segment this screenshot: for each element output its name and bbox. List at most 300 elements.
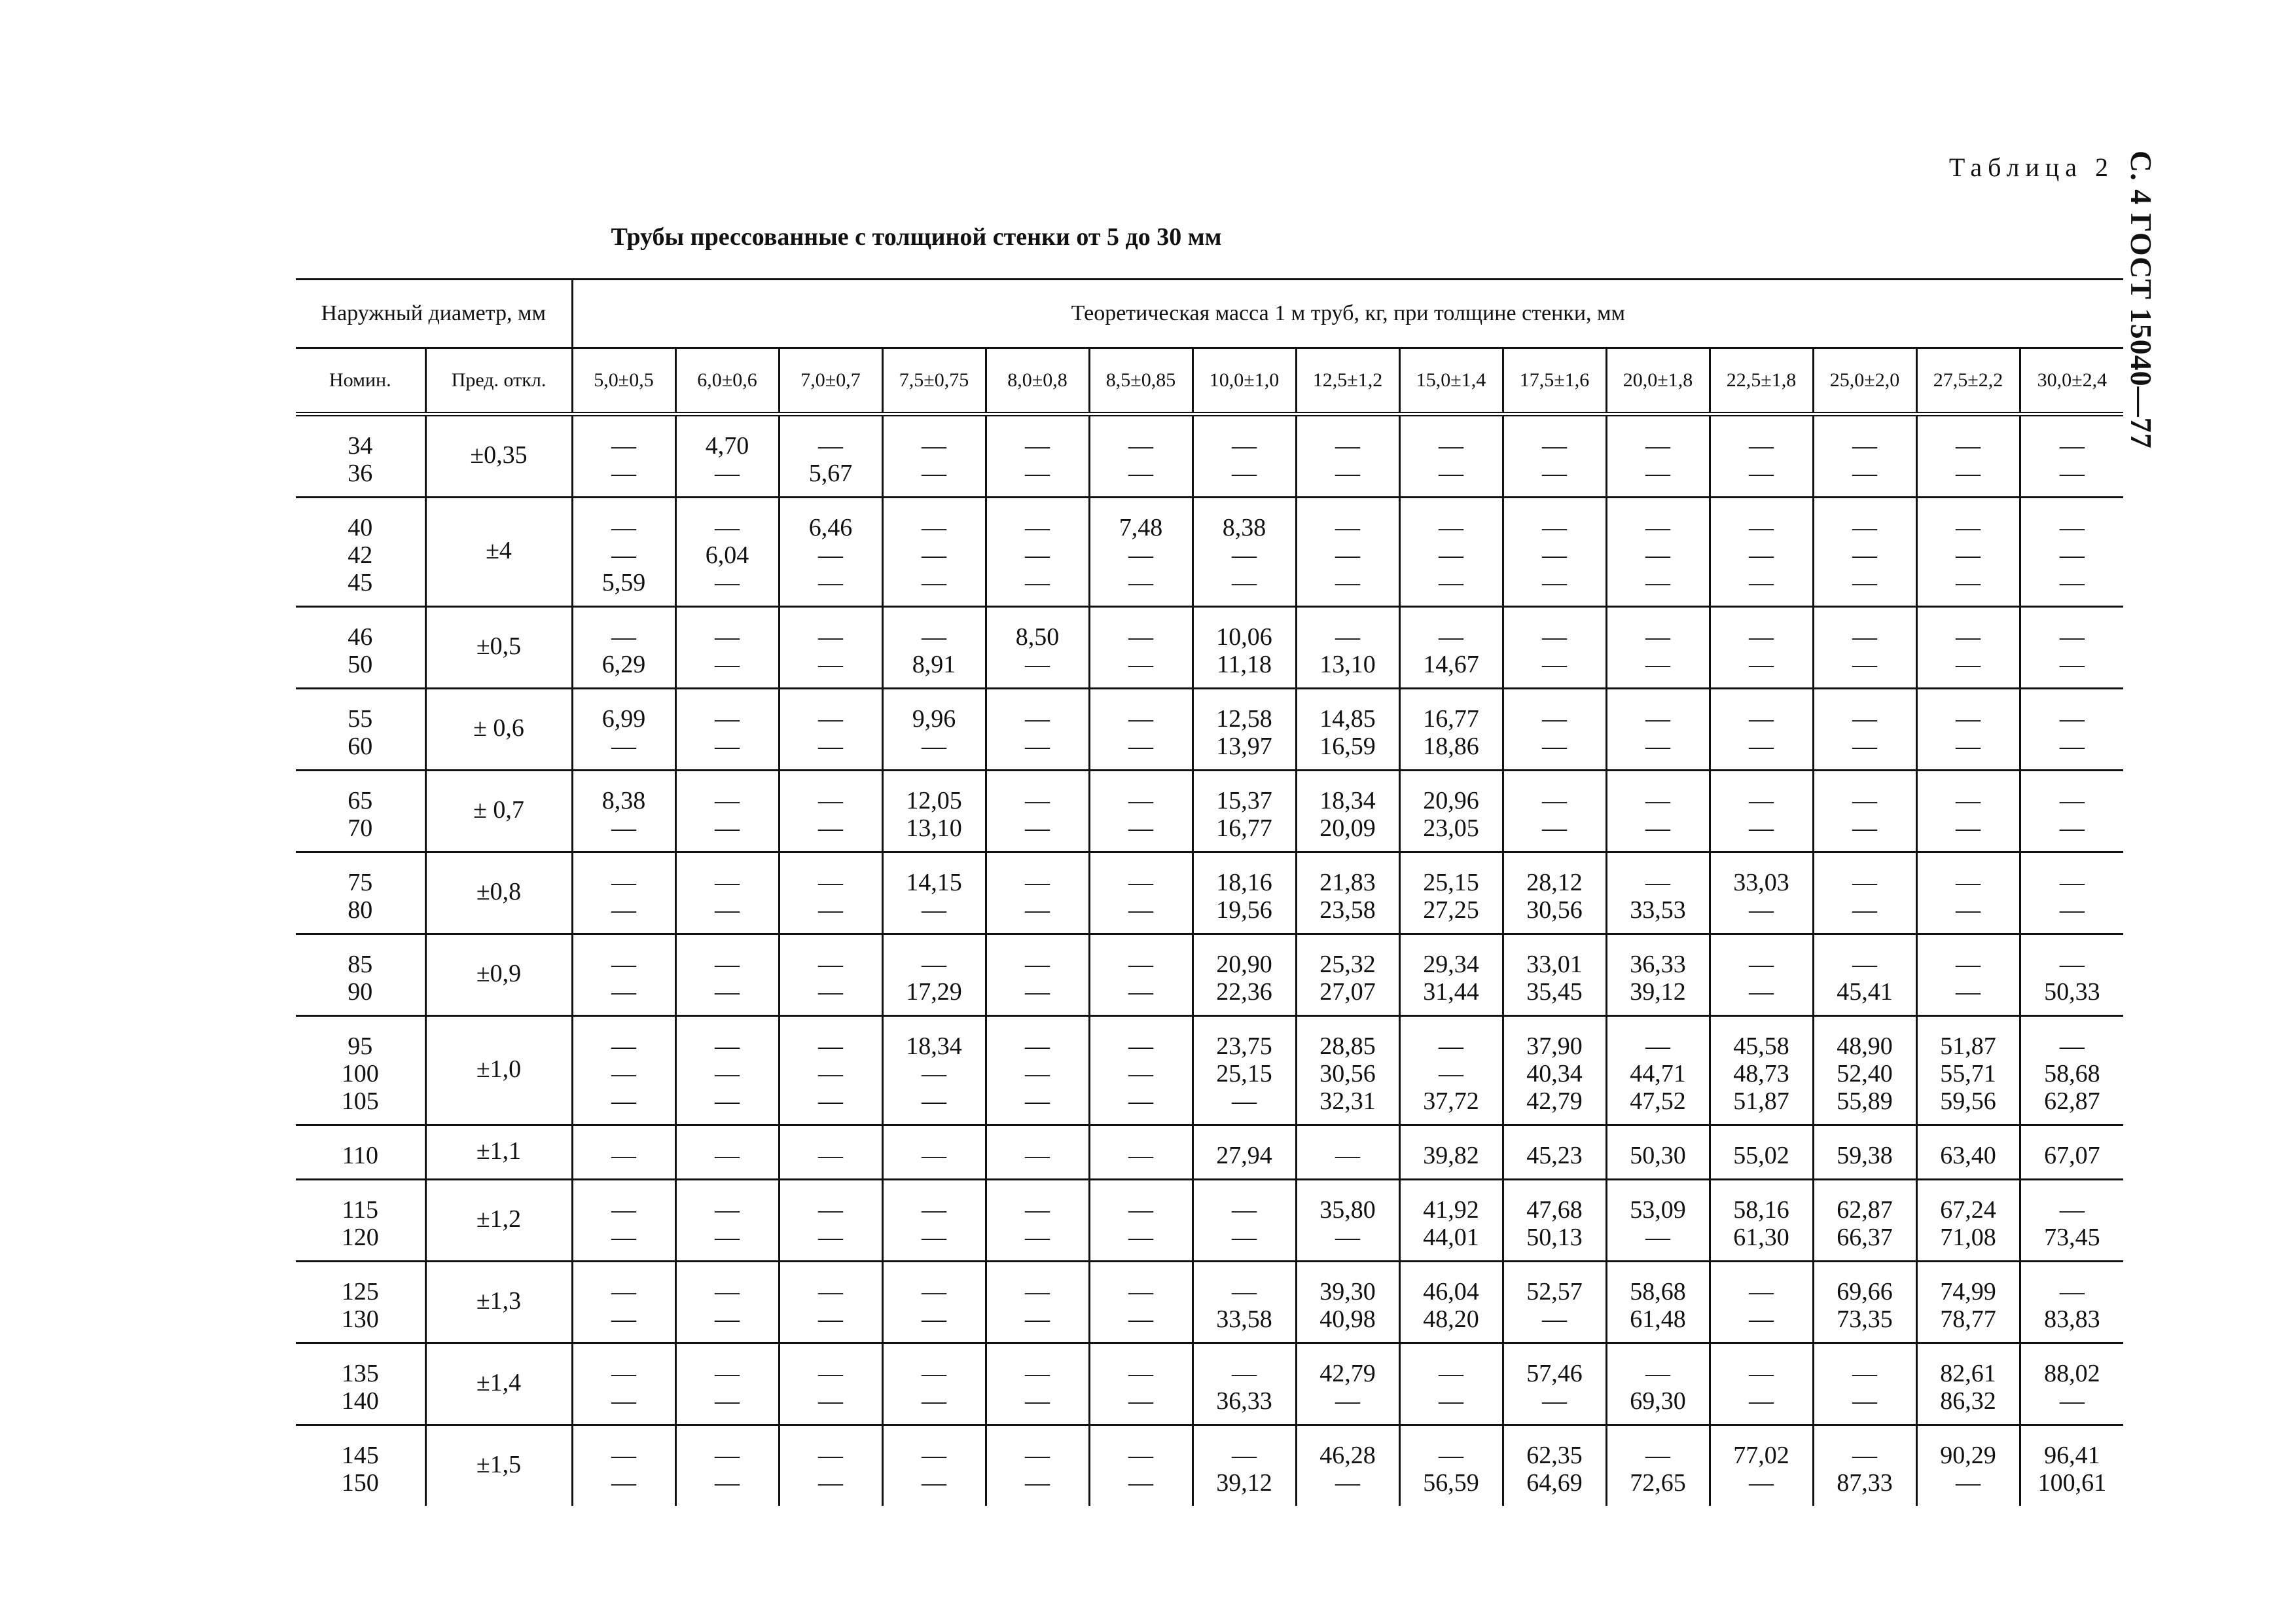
mass-cell (1503, 771, 1606, 852)
mass-cell (2020, 607, 2123, 689)
nominal-diameter: 110 (342, 1142, 379, 1169)
mass-cell (1089, 1180, 1193, 1262)
header-deviation: Пред. откл. (425, 348, 572, 414)
nominal-diameter: 70 (348, 814, 373, 842)
mass-cell (1399, 414, 1503, 498)
mass-value: — (1439, 541, 1464, 569)
mass-cell (572, 414, 675, 498)
mass-value: 32,31 (1319, 1087, 1376, 1115)
mass-cell (1710, 414, 1813, 498)
mass-cell (2020, 1125, 2123, 1180)
mass-value: — (2059, 460, 2085, 487)
mass-value: 72,65 (1630, 1469, 1686, 1497)
mass-cell (1399, 1262, 1503, 1343)
mass-value: — (715, 623, 740, 651)
mass-value: — (818, 978, 844, 1006)
mass-value: 4,70 (705, 432, 749, 460)
mass-value: — (1128, 896, 1154, 924)
mass-cell (1710, 1425, 1813, 1506)
mass-cell (1503, 1262, 1606, 1343)
mass-value: — (2059, 733, 2085, 760)
table-row (296, 934, 2123, 1016)
mass-value: — (1128, 1469, 1154, 1497)
mass-value: — (1128, 1032, 1154, 1060)
header-wall-thickness: 6,0±0,6 (675, 348, 779, 414)
mass-cell (986, 1262, 1089, 1343)
mass-value: — (1025, 733, 1050, 760)
mass-value: — (818, 1224, 844, 1251)
mass-cell (1193, 607, 1296, 689)
mass-value: 57,46 (1526, 1360, 1583, 1387)
mass-value: 51,87 (1940, 1032, 1996, 1060)
mass-value: — (1335, 514, 1361, 541)
mass-value: — (1852, 733, 1878, 760)
mass-cell (675, 1343, 779, 1425)
nominal-diameter-cell (296, 1343, 425, 1425)
mass-value: — (1025, 1278, 1050, 1305)
mass-value: — (1232, 1278, 1257, 1305)
mass-value: — (818, 651, 844, 678)
mass-cell (2020, 1180, 2123, 1262)
table-row (296, 771, 2123, 852)
header-outer-diameter: Наружный диаметр, мм (296, 280, 572, 348)
mass-cell (779, 414, 882, 498)
mass-value: 8,50 (1015, 623, 1060, 651)
mass-value: 52,57 (1526, 1278, 1583, 1305)
table-row (296, 1125, 2123, 1180)
mass-value: 42,79 (1319, 1360, 1376, 1387)
mass-value: 48,90 (1837, 1032, 1893, 1060)
mass-cell (882, 1180, 986, 1262)
deviation-cell: ±4 (425, 498, 572, 607)
mass-value: — (1542, 460, 1568, 487)
mass-cell (1606, 1425, 1710, 1506)
mass-cell (572, 934, 675, 1016)
mass-value: 45,58 (1733, 1032, 1789, 1060)
mass-value: — (1025, 1060, 1050, 1087)
mass-value: 13,10 (1319, 651, 1376, 678)
mass-value: — (1128, 1087, 1154, 1115)
mass-value: — (1542, 432, 1568, 460)
mass-cell (1710, 1262, 1813, 1343)
nominal-diameter-cell (296, 1125, 425, 1180)
mass-value: — (1645, 514, 1671, 541)
nominal-diameter: 145 (341, 1442, 379, 1469)
mass-value: 52,40 (1837, 1060, 1893, 1087)
mass-value: — (922, 951, 947, 978)
mass-value: 58,68 (2044, 1060, 2100, 1087)
mass-cell (572, 1262, 675, 1343)
mass-value: 19,56 (1216, 896, 1272, 924)
mass-value: — (2059, 651, 2085, 678)
mass-value: 20,09 (1319, 814, 1376, 842)
mass-cell (882, 1125, 986, 1180)
mass-cell (779, 607, 882, 689)
mass-value: — (922, 1060, 947, 1087)
mass-value: — (922, 541, 947, 569)
mass-value: 96,41 (2044, 1442, 2100, 1469)
mass-value: — (1542, 623, 1568, 651)
mass-value: 39,12 (1630, 978, 1686, 1006)
mass-value: — (1439, 623, 1464, 651)
mass-value: — (1749, 1469, 1774, 1497)
mass-value: — (1645, 705, 1671, 733)
mass-value: — (715, 814, 740, 842)
mass-cell (572, 1425, 675, 1506)
mass-cell (1399, 1343, 1503, 1425)
mass-value: — (1025, 705, 1050, 733)
deviation-cell: ±1,5 (425, 1425, 572, 1506)
mass-value: — (1335, 541, 1361, 569)
mass-cell (1916, 607, 2020, 689)
mass-value: 12,05 (906, 787, 962, 814)
nominal-diameter: 95 (348, 1032, 373, 1060)
mass-value: 69,30 (1630, 1387, 1686, 1415)
mass-cell (1089, 498, 1193, 607)
mass-cell (1503, 1125, 1606, 1180)
mass-value: — (818, 1032, 844, 1060)
mass-value: 16,59 (1319, 733, 1376, 760)
mass-cell (986, 414, 1089, 498)
mass-value: 14,15 (906, 869, 962, 896)
mass-value: 30,56 (1526, 896, 1583, 924)
mass-value: 41,92 (1423, 1196, 1479, 1224)
mass-cell (779, 689, 882, 771)
nominal-diameter: 42 (348, 541, 373, 569)
mass-value: — (1645, 733, 1671, 760)
mass-value: — (1749, 460, 1774, 487)
mass-value: — (1956, 460, 1981, 487)
mass-value: — (1542, 787, 1568, 814)
mass-value: — (2059, 541, 2085, 569)
mass-value: — (715, 1305, 740, 1333)
mass-value: 28,85 (1319, 1032, 1376, 1060)
mass-table (296, 280, 2123, 1506)
mass-cell (675, 414, 779, 498)
mass-value: — (1852, 623, 1878, 651)
mass-value: — (1542, 1387, 1568, 1415)
mass-value: 5,67 (808, 460, 853, 487)
mass-value: — (1025, 569, 1050, 596)
mass-value: 36,33 (1216, 1387, 1272, 1415)
mass-cell (1813, 1180, 1916, 1262)
mass-cell (1916, 1262, 2020, 1343)
mass-cell (779, 1343, 882, 1425)
header-wall-thickness: 12,5±1,2 (1296, 348, 1399, 414)
mass-cell (572, 771, 675, 852)
mass-value: — (1128, 460, 1154, 487)
mass-cell (1193, 1343, 1296, 1425)
mass-cell (1503, 852, 1606, 934)
mass-value: 33,01 (1526, 951, 1583, 978)
mass-value: 71,08 (1940, 1224, 1996, 1251)
mass-value: — (1749, 514, 1774, 541)
mass-value: 11,18 (1216, 651, 1272, 678)
mass-value: — (1439, 432, 1464, 460)
mass-value: 50,33 (2044, 978, 2100, 1006)
mass-value: — (1852, 814, 1878, 842)
mass-value: — (1852, 460, 1878, 487)
mass-value: — (818, 705, 844, 733)
mass-value: 29,34 (1423, 951, 1479, 978)
mass-cell (1193, 498, 1296, 607)
mass-cell (2020, 1016, 2123, 1125)
mass-value: 12,58 (1216, 705, 1272, 733)
mass-value: 13,97 (1216, 733, 1272, 760)
nominal-diameter-cell (296, 498, 425, 607)
mass-cell (1606, 1125, 1710, 1180)
mass-value: — (1645, 1360, 1671, 1387)
mass-cell (1193, 689, 1296, 771)
mass-cell (986, 1125, 1089, 1180)
mass-cell (1089, 414, 1193, 498)
mass-cell (2020, 689, 2123, 771)
header-wall-thickness: 30,0±2,4 (2020, 348, 2123, 414)
mass-value: — (1025, 1087, 1050, 1115)
mass-value: — (1749, 541, 1774, 569)
mass-value: — (1128, 1224, 1154, 1251)
mass-value: — (1645, 460, 1671, 487)
mass-value: 9,96 (912, 705, 956, 733)
nominal-diameter-cell (296, 934, 425, 1016)
mass-value: — (611, 978, 637, 1006)
mass-value: — (922, 1387, 947, 1415)
mass-value: — (1852, 432, 1878, 460)
mass-cell (1710, 1125, 1813, 1180)
mass-cell (882, 689, 986, 771)
mass-value: 64,69 (1526, 1469, 1583, 1497)
mass-cell (1606, 498, 1710, 607)
mass-value: — (1645, 1032, 1671, 1060)
mass-value: — (1749, 432, 1774, 460)
mass-value: 73,35 (1837, 1305, 1893, 1333)
mass-cell (1606, 1343, 1710, 1425)
mass-cell (1089, 1125, 1193, 1180)
mass-value: — (715, 978, 740, 1006)
mass-cell (1296, 607, 1399, 689)
mass-cell (1296, 1262, 1399, 1343)
mass-cell (675, 1180, 779, 1262)
mass-cell (1296, 498, 1399, 607)
mass-value: — (611, 951, 637, 978)
mass-value: — (1128, 1060, 1154, 1087)
deviation-cell: ±1,3 (425, 1262, 572, 1343)
mass-table-container (296, 278, 2123, 1506)
mass-value: — (1749, 978, 1774, 1006)
mass-cell (675, 934, 779, 1016)
mass-value: — (611, 623, 637, 651)
mass-value: — (1956, 623, 1981, 651)
mass-cell (1710, 852, 1813, 934)
mass-value: — (611, 1360, 637, 1387)
mass-value: — (1335, 432, 1361, 460)
mass-value: — (1128, 432, 1154, 460)
mass-value: — (715, 514, 740, 541)
mass-value: — (1128, 814, 1154, 842)
mass-value: 50,13 (1526, 1224, 1583, 1251)
mass-value: 47,68 (1526, 1196, 1583, 1224)
deviation-cell: ± 0,7 (425, 771, 572, 852)
nominal-diameter: 130 (341, 1305, 379, 1333)
mass-value: — (611, 1032, 637, 1060)
mass-value: — (818, 814, 844, 842)
mass-cell (1399, 1125, 1503, 1180)
mass-value: — (818, 1360, 844, 1387)
mass-value: — (818, 623, 844, 651)
mass-value: — (1542, 569, 1568, 596)
mass-value: — (1025, 951, 1050, 978)
mass-cell (675, 607, 779, 689)
mass-value: — (818, 1142, 844, 1169)
mass-cell (572, 1016, 675, 1125)
mass-value: — (2059, 814, 2085, 842)
mass-value: 61,48 (1630, 1305, 1686, 1333)
nominal-diameter: 55 (348, 705, 373, 733)
mass-cell (1296, 689, 1399, 771)
mass-value: — (611, 1442, 637, 1469)
mass-value: — (1025, 1442, 1050, 1469)
mass-value: 46,28 (1319, 1442, 1376, 1469)
mass-cell (1399, 607, 1503, 689)
header-wall-thickness: 8,0±0,8 (986, 348, 1089, 414)
mass-value: — (1852, 569, 1878, 596)
mass-value: — (1128, 787, 1154, 814)
mass-cell (779, 771, 882, 852)
mass-value: — (2059, 514, 2085, 541)
mass-cell (572, 689, 675, 771)
mass-value: — (1749, 896, 1774, 924)
mass-value: 55,89 (1837, 1087, 1893, 1115)
mass-value: — (1232, 569, 1257, 596)
mass-cell (882, 607, 986, 689)
mass-cell (882, 852, 986, 934)
mass-cell (1606, 771, 1710, 852)
mass-value: — (1645, 814, 1671, 842)
mass-value: — (1749, 733, 1774, 760)
mass-value: — (1335, 1142, 1361, 1169)
mass-value: — (2059, 1032, 2085, 1060)
mass-value: 69,66 (1837, 1278, 1893, 1305)
mass-value: — (1128, 1387, 1154, 1415)
mass-value: — (1025, 432, 1050, 460)
mass-cell (2020, 934, 2123, 1016)
mass-value: 86,32 (1940, 1387, 1996, 1415)
mass-value: — (1956, 432, 1981, 460)
table-row (296, 1262, 2123, 1343)
mass-cell (1503, 689, 1606, 771)
mass-value: — (818, 733, 844, 760)
mass-value: — (1025, 978, 1050, 1006)
mass-cell (779, 934, 882, 1016)
mass-value: — (1749, 705, 1774, 733)
mass-value: — (1439, 1387, 1464, 1415)
nominal-diameter: 34 (348, 432, 373, 460)
header-wall-thickness: 8,5±0,85 (1089, 348, 1193, 414)
mass-value: — (922, 1224, 947, 1251)
mass-value: — (1128, 705, 1154, 733)
mass-cell (1813, 771, 1916, 852)
nominal-diameter-cell (296, 852, 425, 934)
mass-value: — (715, 1278, 740, 1305)
mass-value: 5,59 (601, 569, 646, 596)
mass-value: — (715, 651, 740, 678)
mass-value: — (1025, 1387, 1050, 1415)
mass-value: — (715, 1387, 740, 1415)
mass-value: 14,67 (1423, 651, 1479, 678)
mass-cell (1089, 771, 1193, 852)
mass-value: — (1128, 569, 1154, 596)
mass-value: — (1025, 1196, 1050, 1224)
nominal-diameter: 80 (348, 896, 373, 924)
mass-value: — (715, 1032, 740, 1060)
header-wall-thickness: 27,5±2,2 (1916, 348, 2020, 414)
mass-value: 23,58 (1319, 896, 1376, 924)
mass-value: — (1128, 1442, 1154, 1469)
mass-cell (1503, 607, 1606, 689)
mass-cell (1606, 414, 1710, 498)
mass-value: — (1025, 814, 1050, 842)
mass-cell (675, 771, 779, 852)
mass-value: — (1025, 651, 1050, 678)
mass-value: — (818, 1278, 844, 1305)
mass-value: — (922, 1305, 947, 1333)
mass-value: — (1749, 814, 1774, 842)
table-row (296, 607, 2123, 689)
mass-value: — (1128, 978, 1154, 1006)
mass-cell (1193, 1425, 1296, 1506)
mass-value: — (1128, 951, 1154, 978)
mass-value: 14,85 (1319, 705, 1376, 733)
mass-value: — (1645, 623, 1671, 651)
mass-value: — (2059, 432, 2085, 460)
table-row (296, 852, 2123, 934)
mass-value: — (611, 514, 637, 541)
mass-value: — (1025, 541, 1050, 569)
mass-value: — (1542, 514, 1568, 541)
mass-value: — (1128, 733, 1154, 760)
mass-value: 8,38 (1222, 514, 1266, 541)
mass-value: — (818, 1087, 844, 1115)
mass-value: — (715, 733, 740, 760)
mass-value: 45,23 (1526, 1142, 1583, 1169)
mass-value: 35,80 (1319, 1196, 1376, 1224)
mass-value: — (922, 1360, 947, 1387)
mass-cell (1916, 498, 2020, 607)
mass-value: — (1749, 951, 1774, 978)
mass-value: 36,33 (1630, 951, 1686, 978)
mass-value: — (611, 541, 637, 569)
mass-value: — (611, 1142, 637, 1169)
mass-value: — (1956, 569, 1981, 596)
deviation-cell: ±0,9 (425, 934, 572, 1016)
mass-value: — (1542, 814, 1568, 842)
mass-value: — (1852, 705, 1878, 733)
mass-cell (1296, 1016, 1399, 1125)
mass-cell (1193, 1125, 1296, 1180)
mass-value: 6,29 (601, 651, 646, 678)
mass-value: 20,96 (1423, 787, 1479, 814)
mass-cell (1916, 1180, 2020, 1262)
mass-cell (986, 852, 1089, 934)
mass-cell (1916, 1343, 2020, 1425)
mass-value: — (1128, 623, 1154, 651)
mass-cell (1296, 852, 1399, 934)
mass-cell (779, 498, 882, 607)
mass-cell (572, 1343, 675, 1425)
mass-cell (779, 852, 882, 934)
mass-cell (1193, 771, 1296, 852)
deviation-cell: ± 0,6 (425, 689, 572, 771)
